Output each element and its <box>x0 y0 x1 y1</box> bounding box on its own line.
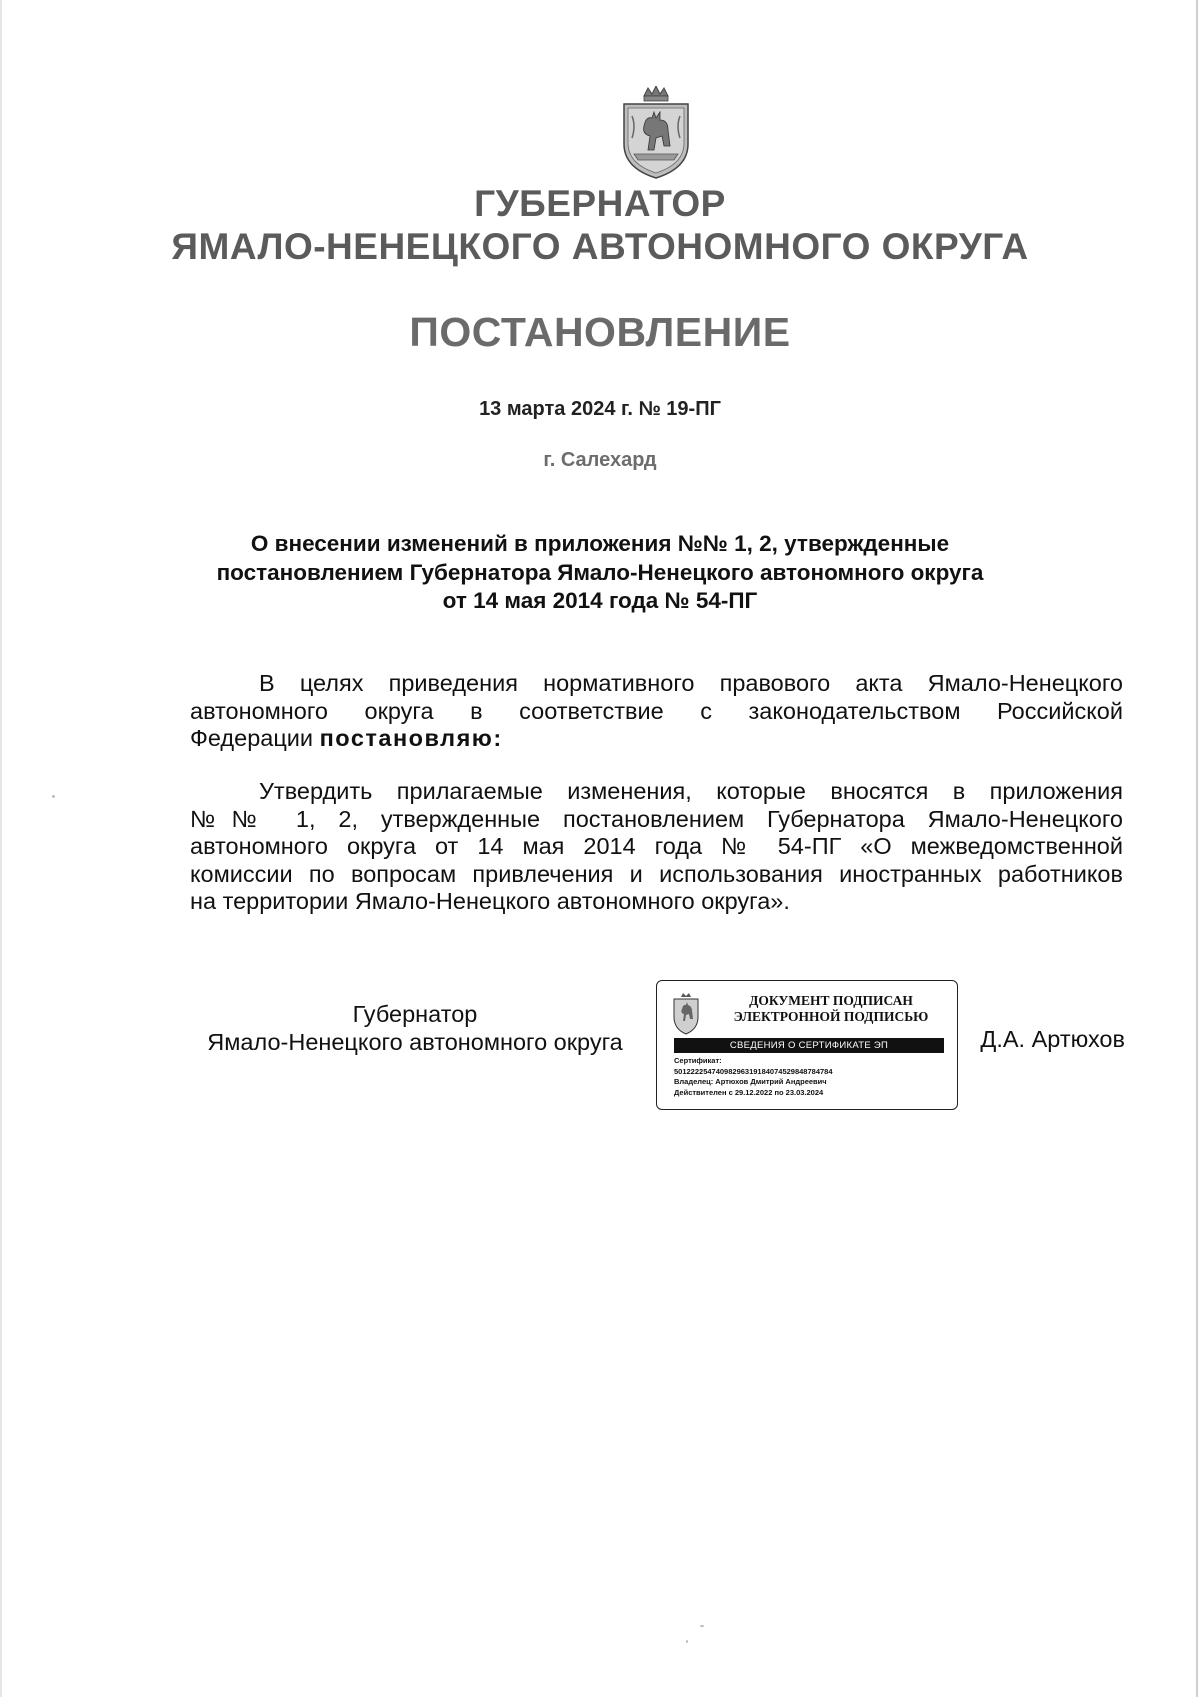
certificate-label: Сертификат: <box>674 1056 722 1065</box>
certificate-number: 50122225474098296319184074529848784784 <box>674 1066 833 1076</box>
stamp-title <box>713 993 949 1025</box>
scan-speck <box>686 1640 688 1643</box>
stamp-coat-of-arms-icon <box>671 993 701 1035</box>
operative-paragraph <box>190 778 1123 916</box>
scan-speck <box>52 795 55 798</box>
header-title-line1: ГУБЕРНАТОР <box>474 183 726 224</box>
paragraph-line: №№ 1, 2, утвержденные постановлением Губернатора Ямало-Ненецкого <box>190 805 1123 832</box>
document-type: ПОСТАНОВЛЕНИЕ <box>409 309 791 355</box>
certificate-validity: Действителен с 29.12.2022 по 23.03.2024 <box>674 1087 824 1097</box>
decree-word: постановляю: <box>319 725 503 751</box>
preamble-paragraph <box>190 670 1123 753</box>
signatory-role-line2: Ямало-Ненецкого автономного округа <box>207 1029 623 1055</box>
signatory-role-line1: Губернатор <box>352 1001 478 1027</box>
signatory-name: Д.А. Артюхов <box>980 1026 1125 1052</box>
city: г. Салехард <box>543 449 657 471</box>
header-title-line2: ЯМАЛО-НЕНЕЦКОГО АВТОНОМНОГО ОКРУГА <box>171 226 1029 267</box>
paragraph-line: Утвердить прилагаемые изменения, которые вносятся в приложения <box>259 778 1123 804</box>
stamp-title-line1: ДОКУМЕНТ ПОДПИСАН <box>749 993 913 1008</box>
certificate-owner: Владелец: Артюхов Дмитрий Андреевич <box>674 1077 827 1086</box>
signatory-role <box>190 1000 640 1056</box>
paragraph-line: комиссии по вопросам привлечения и использования иностранных работников <box>190 860 1123 887</box>
subject-line: постановлением Губернатора Ямало-Ненецкого автономного округа <box>216 559 984 585</box>
paragraph-line-last <box>190 725 1123 753</box>
coat-of-arms-icon <box>616 86 696 181</box>
paragraph-line: В целях приведения нормативного правового акта Ямало-Ненецкого <box>259 670 1123 696</box>
document-subject <box>150 530 1050 616</box>
stamp-title-line2: ЭЛЕКТРОННОЙ ПОДПИСЬЮ <box>733 1009 929 1024</box>
paragraph-line: автономного округа от 14 мая 2014 года № 54-ПГ «О межведомственной <box>190 833 1123 859</box>
paragraph-line-prefix: Федерации <box>190 725 320 751</box>
stamp-certificate-bar: СВЕДЕНИЯ О СЕРТИФИКАТЕ ЭП <box>674 1038 944 1053</box>
subject-line: от 14 мая 2014 года № 54-ПГ <box>442 588 758 613</box>
date-number: 13 марта 2024 г. № 19-ПГ <box>479 398 721 420</box>
stamp-certificate-info <box>674 1056 949 1098</box>
paragraph-line: автономного округа в соответствие с законодательством Российской <box>190 697 1123 724</box>
scan-speck <box>700 1625 704 1627</box>
subject-line: О внесении изменений в приложения №№ 1, 2, утвержденные <box>250 531 950 556</box>
electronic-signature-stamp <box>656 980 958 1110</box>
paragraph-line: на территории Ямало-Ненецкого автономного округа». <box>190 888 790 914</box>
